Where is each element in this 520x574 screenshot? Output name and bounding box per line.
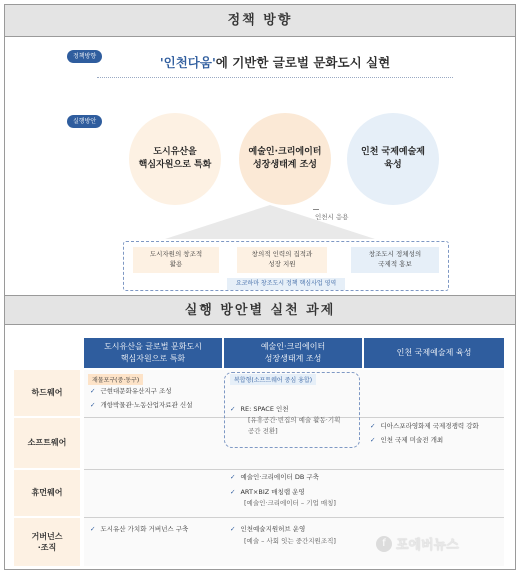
- policy-direction-banner: 정책 방향: [5, 5, 515, 37]
- divider: [97, 77, 453, 78]
- watermark: 포에버뉴스: [396, 538, 459, 553]
- check-icon: ✓: [230, 488, 236, 496]
- table-header-heritage: [84, 338, 222, 368]
- header-2-line2: 성장생태계 조성: [264, 354, 322, 363]
- row-label-governance: 거버넌스 ·조직: [14, 518, 80, 566]
- software-item-2: 인천 국제 미술전 개최: [380, 436, 444, 444]
- governance-mid-item: [230, 524, 305, 534]
- header-2-line1: 예술인·크리에이터: [260, 342, 326, 352]
- governance-mid-sub: [예술 – 사회 잇는 중간지원조직]: [244, 537, 336, 545]
- row-label-hardware: 하드웨어: [14, 370, 80, 416]
- humanware-item: [230, 487, 305, 497]
- table-header-creators: [224, 338, 362, 368]
- circle-creators-line2: 성장생태계 조성: [252, 160, 317, 170]
- execution-tag: 실행방안: [67, 115, 102, 128]
- software-item-1: 디아스포라영화제 국제경쟁력 강화: [380, 422, 479, 430]
- row-divider: [84, 517, 504, 518]
- governance-left-item: [90, 524, 188, 534]
- watermark-logo-icon: f: [376, 536, 392, 552]
- merge-item-title: RE: SPACE 인천: [240, 405, 289, 413]
- foundation-1-line2: 활용: [169, 260, 183, 268]
- check-icon: ✓: [90, 387, 96, 395]
- foundation-3-line1: 창조도시 정체성의: [368, 250, 422, 259]
- humanware-item-1: 예술인·크리에이터 DB 구축: [240, 473, 319, 481]
- hardware-item: [90, 386, 172, 396]
- software-item: [370, 421, 479, 431]
- header-3-line1: 인천 국제예술제 육성: [396, 348, 472, 358]
- check-icon: ✓: [90, 525, 96, 533]
- circle-creators: [239, 113, 331, 205]
- foundation-item: [133, 247, 219, 273]
- header-1-line2: 핵심자원으로 특화: [120, 354, 186, 363]
- row-divider: [84, 469, 504, 470]
- city-note: 인천시 응용: [315, 213, 349, 221]
- foundation-arrow-shape: [155, 201, 385, 241]
- circle-heritage-line2: 핵심자원으로 특화: [138, 160, 212, 170]
- check-icon: ✓: [370, 422, 376, 430]
- foundation-2-line1: 창의적 인력의 집적과: [251, 250, 313, 259]
- hardware-district-pill: 재물포구(중·동구): [88, 374, 143, 385]
- governance-mid-text: 인천예술지원허브 운영: [240, 525, 306, 533]
- humanware-item-2: ART×BIZ 매칭랩 운영: [240, 488, 305, 496]
- hardware-item-1: 근현대문화유산지구 조성: [100, 387, 172, 395]
- foundation-2-line2: 성장 지원: [268, 260, 296, 268]
- merge-pill: 복합형(소프트웨어 중심 융합): [230, 374, 316, 385]
- software-item: [370, 435, 443, 445]
- check-icon: ✓: [230, 405, 236, 413]
- circle-festival-line1: 인천 국제예술제: [361, 146, 425, 157]
- check-icon: ✓: [90, 401, 96, 409]
- note-leader-line: [313, 209, 319, 210]
- foundation-bar: 요코하마 창조도시 정책 핵심사업 영역: [227, 278, 345, 290]
- hardware-item-2: 개항박물관·노동산업자료관 신설: [100, 401, 193, 409]
- row-label-humanware: 휴먼웨어: [14, 470, 80, 516]
- humanware-item: [230, 472, 319, 482]
- humanware-sub: [예술인·크리에이터 – 기업 매칭]: [244, 499, 336, 507]
- action-tasks-banner: 실행 방안별 실천 과제: [5, 295, 515, 325]
- check-icon: ✓: [370, 436, 376, 444]
- foundation-3-line2: 국제적 홍보: [378, 260, 412, 268]
- foundation-item: [351, 247, 439, 273]
- merge-sub-1: [유휴공간·빈집의 예술 활동·기획: [248, 416, 341, 424]
- circle-heritage-line1: 도시유산을: [153, 146, 197, 157]
- slogan-quote: '인천다움': [159, 55, 216, 70]
- foundation-1-line1: 도시자원의 창조적: [149, 250, 203, 259]
- table-header-festival: [364, 338, 504, 368]
- circle-festival: [347, 113, 439, 205]
- check-icon: ✓: [230, 525, 236, 533]
- circle-heritage: [129, 113, 221, 205]
- slogan: [105, 53, 445, 71]
- merge-sub-2: 공간 전환]: [248, 427, 278, 435]
- header-1-line1: 도시유산을 글로벌 문화도시: [104, 342, 202, 352]
- slogan-rest: 에 기반한 글로벌 문화도시 실현: [215, 55, 391, 70]
- merge-item: [230, 404, 289, 414]
- policy-tag: 정책방향: [67, 50, 102, 63]
- hardware-item: [90, 400, 193, 410]
- circle-creators-line1: 예술인·크리에이터: [248, 146, 322, 157]
- row-label-software: 소프트웨어: [14, 418, 80, 468]
- circle-festival-line2: 육성: [384, 160, 402, 170]
- governance-left-text: 도시유산 가치화 거버넌스 구축: [100, 525, 189, 533]
- check-icon: ✓: [230, 473, 236, 481]
- foundation-item: [237, 247, 327, 273]
